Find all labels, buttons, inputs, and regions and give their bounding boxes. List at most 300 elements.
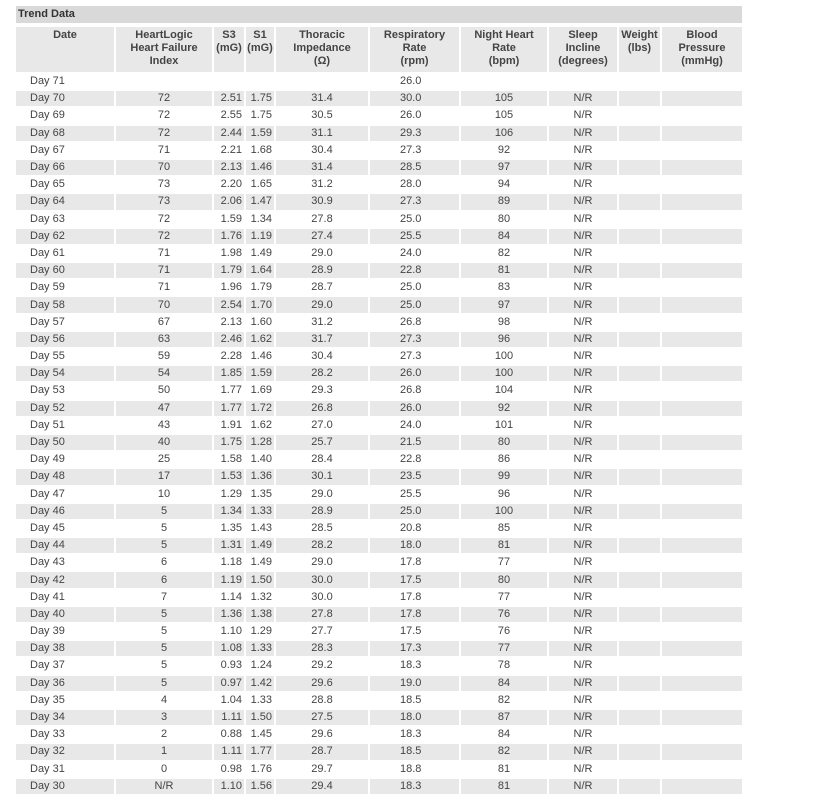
- cell-thoracic-impedance: 29.6: [311, 728, 333, 741]
- cell-respiratory-rate: 18.3: [400, 728, 422, 741]
- cell-sleep-incline: N/R: [549, 401, 617, 416]
- cell-weight: [619, 452, 660, 467]
- cell-date: Day 48: [16, 469, 114, 484]
- cell-date: Day 46: [16, 504, 114, 519]
- cell-night-heart-rate: 87: [461, 710, 547, 725]
- cell-blood-pressure: [662, 676, 742, 691]
- cell-s1: 1.24: [250, 659, 272, 672]
- cell-weight: [619, 555, 660, 570]
- cell-blood-pressure: [662, 366, 742, 381]
- cell-s1: 1.49: [250, 556, 272, 569]
- cell-date: Day 42: [16, 572, 114, 587]
- cell-s1: 1.35: [250, 487, 272, 500]
- cell-thoracic-impedance: 28.2: [276, 538, 368, 553]
- cell-respiratory-rate: 25.0: [400, 281, 422, 294]
- cell-sleep-incline: N/R: [549, 332, 617, 347]
- cell-s3: 1.14: [220, 590, 242, 603]
- cell-respiratory-rate: 27.3: [400, 143, 422, 156]
- cell-sleep-incline: [549, 74, 617, 89]
- cell-date: Day 32: [16, 744, 114, 759]
- cell-respiratory-rate: 18.0: [370, 538, 459, 553]
- cell-s3: 1.34: [214, 504, 244, 519]
- cell-sleep-incline: N/R: [549, 641, 617, 656]
- cell-weight: [619, 779, 660, 794]
- cell-night-heart-rate: 84: [461, 229, 547, 244]
- cell-date: Day 59: [30, 281, 65, 294]
- cell-respiratory-rate: 18.8: [400, 762, 422, 775]
- cell-heart-failure-index: N/R: [116, 779, 212, 794]
- cell-date: Day 49: [30, 453, 65, 466]
- cell-night-heart-rate: 96: [497, 487, 511, 500]
- cell-sleep-incline: N/R: [549, 744, 617, 759]
- cell-s1: 1.60: [250, 315, 272, 328]
- cell-sleep-incline: N/R: [573, 315, 593, 328]
- cell-s3: 1.36: [214, 607, 244, 622]
- cell-s3: 1.53: [214, 469, 244, 484]
- cell-heart-failure-index: 40: [116, 435, 212, 450]
- cell-weight: [619, 315, 660, 330]
- cell-weight: [619, 469, 660, 484]
- cell-s3: 1.04: [220, 693, 242, 706]
- cell-heart-failure-index: 5: [160, 521, 168, 534]
- cell-date: Day 56: [16, 332, 114, 347]
- cell-blood-pressure: [662, 108, 742, 123]
- cell-weight: [619, 229, 660, 244]
- cell-s3: 1.11: [214, 744, 244, 759]
- cell-heart-failure-index: 70: [116, 160, 212, 175]
- cell-s1: 1.33: [246, 641, 274, 656]
- cell-blood-pressure: [662, 572, 742, 587]
- cell-respiratory-rate: 28.5: [370, 160, 459, 175]
- cell-night-heart-rate: 100: [461, 366, 547, 381]
- cell-night-heart-rate: 85: [497, 521, 511, 534]
- cell-respiratory-rate: 30.0: [370, 91, 459, 106]
- cell-s3: 2.44: [214, 126, 244, 141]
- cell-s1: 1.77: [246, 744, 274, 759]
- cell-respiratory-rate: 26.0: [370, 401, 459, 416]
- cell-sleep-incline: N/R: [573, 384, 593, 397]
- table-row: [16, 487, 742, 502]
- table-row: [16, 177, 742, 192]
- cell-date: Day 52: [16, 401, 114, 416]
- cell-s1: 1.29: [250, 625, 272, 638]
- cell-weight: [619, 487, 660, 502]
- cell-thoracic-impedance: 26.8: [276, 401, 368, 416]
- cell-respiratory-rate: 17.8: [370, 607, 459, 622]
- cell-thoracic-impedance: 29.4: [276, 779, 368, 794]
- cell-date: Day 66: [16, 160, 114, 175]
- cell-night-heart-rate: 76: [497, 625, 511, 638]
- cell-weight: [619, 435, 660, 450]
- cell-respiratory-rate: 24.0: [400, 418, 422, 431]
- cell-night-heart-rate: 84: [461, 676, 547, 691]
- cell-respiratory-rate: 24.0: [400, 246, 422, 259]
- cell-s1: 1.50: [246, 710, 274, 725]
- table-row: [16, 658, 742, 673]
- cell-thoracic-impedance: 27.5: [276, 710, 368, 725]
- cell-night-heart-rate: 106: [461, 126, 547, 141]
- cell-thoracic-impedance: 31.1: [276, 126, 368, 141]
- cell-s3: 1.76: [214, 229, 244, 244]
- cell-date: Day 54: [16, 366, 114, 381]
- cell-respiratory-rate: 20.8: [400, 521, 422, 534]
- table-row: [16, 315, 742, 330]
- cell-s3: 1.77: [214, 401, 244, 416]
- cell-s1: 1.49: [246, 538, 274, 553]
- cell-sleep-incline: N/R: [549, 194, 617, 209]
- cell-night-heart-rate: 76: [461, 607, 547, 622]
- cell-thoracic-impedance: 27.4: [276, 229, 368, 244]
- cell-respiratory-rate: 17.5: [400, 625, 422, 638]
- cell-respiratory-rate: 25.0: [400, 212, 422, 225]
- table-row: [16, 676, 742, 691]
- cell-respiratory-rate: 29.3: [370, 126, 459, 141]
- table-row: [16, 693, 742, 708]
- cell-weight: [619, 624, 660, 639]
- cell-blood-pressure: [662, 91, 742, 106]
- table-row: [16, 229, 742, 244]
- table-row: [16, 383, 742, 398]
- cell-thoracic-impedance: 29.2: [311, 659, 333, 672]
- cell-s1: 1.64: [246, 263, 274, 278]
- cell-night-heart-rate: 86: [497, 453, 511, 466]
- cell-weight: [619, 126, 660, 141]
- cell-s3: 1.77: [220, 384, 242, 397]
- cell-heart-failure-index: 63: [116, 332, 212, 347]
- cell-date: Day 71: [30, 75, 65, 88]
- table-row: [16, 349, 742, 364]
- cell-thoracic-impedance: 30.0: [311, 590, 333, 603]
- cell-heart-failure-index: 67: [157, 315, 171, 328]
- cell-thoracic-impedance: 29.7: [311, 762, 333, 775]
- table-row: [16, 762, 742, 777]
- cell-s3: 1.19: [214, 572, 244, 587]
- cell-s1: 1.47: [246, 194, 274, 209]
- cell-heart-failure-index: 71: [116, 263, 212, 278]
- cell-s1: 1.56: [246, 779, 274, 794]
- cell-sleep-incline: N/R: [573, 728, 593, 741]
- cell-date: Day 38: [16, 641, 114, 656]
- cell-night-heart-rate: 92: [497, 143, 511, 156]
- cell-s3: 0.98: [220, 762, 242, 775]
- cell-heart-failure-index: 0: [160, 762, 168, 775]
- cell-s3: 1.18: [220, 556, 242, 569]
- column-header-heart-failure-index: HeartLogic Heart Failure Index: [116, 27, 212, 72]
- cell-sleep-incline: N/R: [573, 350, 593, 363]
- table-row: [16, 624, 742, 639]
- cell-night-heart-rate: 98: [497, 315, 511, 328]
- cell-thoracic-impedance: 30.4: [311, 350, 333, 363]
- cell-blood-pressure: [662, 229, 742, 244]
- cell-sleep-incline: N/R: [549, 676, 617, 691]
- cell-weight: [619, 607, 660, 622]
- cell-weight: [619, 744, 660, 759]
- cell-weight: [619, 727, 660, 742]
- cell-heart-failure-index: 25: [157, 453, 171, 466]
- cell-s1: 1.32: [250, 590, 272, 603]
- cell-heart-failure-index: 5: [116, 504, 212, 519]
- cell-heart-failure-index: 6: [116, 572, 212, 587]
- table-row: [16, 572, 742, 587]
- cell-thoracic-impedance: 28.5: [311, 521, 333, 534]
- cell-blood-pressure: [662, 469, 742, 484]
- cell-s3: 1.85: [214, 366, 244, 381]
- cell-respiratory-rate: 26.0: [400, 75, 422, 88]
- cell-respiratory-rate: 17.8: [400, 556, 422, 569]
- cell-s3: 1.11: [214, 710, 244, 725]
- cell-thoracic-impedance: 29.6: [276, 676, 368, 691]
- cell-night-heart-rate: 80: [461, 435, 547, 450]
- cell-thoracic-impedance: 29.0: [311, 556, 333, 569]
- table-row: [16, 555, 742, 570]
- cell-date: Day 30: [16, 779, 114, 794]
- cell-respiratory-rate: 19.0: [370, 676, 459, 691]
- cell-sleep-incline: N/R: [573, 281, 593, 294]
- cell-sleep-incline: N/R: [573, 625, 593, 638]
- cell-blood-pressure: [662, 607, 742, 622]
- cell-s3: 1.29: [220, 487, 242, 500]
- cell-night-heart-rate: 82: [497, 246, 511, 259]
- cell-weight: [619, 280, 660, 295]
- cell-blood-pressure: [662, 744, 742, 759]
- cell-date: Day 33: [30, 728, 65, 741]
- cell-sleep-incline: N/R: [573, 693, 593, 706]
- cell-s1: 1.62: [246, 332, 274, 347]
- cell-respiratory-rate: 25.5: [400, 487, 422, 500]
- cell-thoracic-impedance: 28.9: [276, 263, 368, 278]
- cell-weight: [619, 108, 660, 123]
- cell-date: Day 34: [16, 710, 114, 725]
- cell-heart-failure-index: 5: [160, 659, 168, 672]
- cell-blood-pressure: [662, 143, 742, 158]
- table-row: [16, 538, 742, 553]
- cell-s1: 1.62: [250, 418, 272, 431]
- cell-date: Day 55: [30, 350, 65, 363]
- cell-s3: 2.46: [214, 332, 244, 347]
- cell-s1: 1.33: [250, 693, 272, 706]
- cell-s3: 0.93: [220, 659, 242, 672]
- cell-sleep-incline: N/R: [573, 246, 593, 259]
- cell-night-heart-rate: 82: [497, 693, 511, 706]
- table-row: [16, 160, 742, 175]
- column-header-blood-pressure: Blood Pressure (mmHg): [662, 27, 742, 72]
- cell-weight: [619, 658, 660, 673]
- cell-sleep-incline: N/R: [573, 556, 593, 569]
- cell-blood-pressure: [662, 315, 742, 330]
- table-row: [16, 727, 742, 742]
- cell-thoracic-impedance: 30.5: [311, 109, 333, 122]
- column-header-night-heart-rate: Night Heart Rate (bpm): [461, 27, 547, 72]
- cell-sleep-incline: N/R: [549, 572, 617, 587]
- cell-weight: [619, 538, 660, 553]
- cell-thoracic-impedance: 28.8: [311, 693, 333, 706]
- cell-thoracic-impedance: 30.9: [276, 194, 368, 209]
- cell-weight: [619, 383, 660, 398]
- cell-s1: [246, 74, 274, 89]
- cell-weight: [619, 710, 660, 725]
- cell-sleep-incline: N/R: [573, 590, 593, 603]
- cell-s3: 1.10: [220, 625, 242, 638]
- cell-thoracic-impedance: 27.8: [311, 212, 333, 225]
- cell-weight: [619, 74, 660, 89]
- cell-blood-pressure: [662, 194, 742, 209]
- cell-date: Day 43: [30, 556, 65, 569]
- cell-night-heart-rate: 97: [461, 297, 547, 312]
- table-row: [16, 469, 742, 484]
- cell-weight: [619, 194, 660, 209]
- cell-respiratory-rate: 25.0: [370, 297, 459, 312]
- trend-data-table: [14, 25, 744, 796]
- cell-date: Day 45: [30, 521, 65, 534]
- cell-night-heart-rate: 96: [461, 332, 547, 347]
- cell-thoracic-impedance: 31.2: [311, 178, 333, 191]
- cell-blood-pressure: [662, 383, 742, 398]
- cell-respiratory-rate: 22.8: [370, 263, 459, 278]
- cell-thoracic-impedance: 31.7: [276, 332, 368, 347]
- cell-night-heart-rate: 92: [461, 401, 547, 416]
- cell-blood-pressure: [662, 177, 742, 192]
- cell-sleep-incline: N/R: [573, 109, 593, 122]
- cell-date: Day 57: [30, 315, 65, 328]
- cell-s3: 0.97: [214, 676, 244, 691]
- cell-s1: 1.76: [250, 762, 272, 775]
- cell-thoracic-impedance: 25.7: [276, 435, 368, 450]
- cell-weight: [619, 177, 660, 192]
- table-row: [16, 108, 742, 123]
- cell-s1: 1.40: [250, 453, 272, 466]
- cell-date: Day 35: [30, 693, 65, 706]
- cell-blood-pressure: [662, 401, 742, 416]
- cell-s1: 1.46: [250, 350, 272, 363]
- cell-heart-failure-index: 43: [157, 418, 171, 431]
- cell-date: Day 65: [30, 178, 65, 191]
- cell-weight: [619, 676, 660, 691]
- cell-blood-pressure: [662, 710, 742, 725]
- cell-thoracic-impedance: 29.0: [276, 297, 368, 312]
- cell-date: Day 68: [16, 126, 114, 141]
- table-row: [16, 744, 742, 759]
- cell-respiratory-rate: 17.8: [400, 590, 422, 603]
- table-row: [16, 212, 742, 227]
- cell-respiratory-rate: 28.0: [400, 178, 422, 191]
- cell-weight: [619, 693, 660, 708]
- cell-night-heart-rate: 77: [497, 556, 511, 569]
- cell-s1: 1.43: [250, 521, 272, 534]
- cell-thoracic-impedance: 31.4: [276, 91, 368, 106]
- cell-blood-pressure: [662, 74, 742, 89]
- cell-heart-failure-index: 5: [116, 676, 212, 691]
- cell-s1: 1.38: [246, 607, 274, 622]
- cell-night-heart-rate: 77: [497, 590, 511, 603]
- cell-blood-pressure: [662, 555, 742, 570]
- cell-sleep-incline: N/R: [549, 91, 617, 106]
- cell-sleep-incline: N/R: [549, 126, 617, 141]
- cell-night-heart-rate: 104: [494, 384, 514, 397]
- cell-thoracic-impedance: [276, 74, 368, 89]
- cell-s3: 1.75: [214, 435, 244, 450]
- cell-heart-failure-index: 50: [157, 384, 171, 397]
- cell-blood-pressure: [662, 263, 742, 278]
- cell-s1: 1.28: [246, 435, 274, 450]
- cell-weight: [619, 418, 660, 433]
- cell-s1: 1.59: [246, 366, 274, 381]
- table-row: [16, 194, 742, 209]
- table-row: [16, 504, 742, 519]
- cell-s3: 1.91: [220, 418, 242, 431]
- cell-respiratory-rate: 17.3: [370, 641, 459, 656]
- cell-thoracic-impedance: 28.4: [311, 453, 333, 466]
- cell-respiratory-rate: 26.8: [400, 315, 422, 328]
- cell-night-heart-rate: 84: [497, 728, 511, 741]
- cell-weight: [619, 246, 660, 261]
- cell-s3: 1.96: [220, 281, 242, 294]
- column-header-weight: Weight (lbs): [619, 27, 660, 72]
- cell-sleep-incline: N/R: [549, 263, 617, 278]
- cell-blood-pressure: [662, 418, 742, 433]
- table-header-row: [16, 27, 742, 72]
- table-row: [16, 641, 742, 656]
- cell-s3: [214, 74, 244, 89]
- cell-blood-pressure: [662, 280, 742, 295]
- table-row: [16, 521, 742, 536]
- cell-blood-pressure: [662, 349, 742, 364]
- cell-heart-failure-index: 71: [157, 281, 171, 294]
- cell-weight: [619, 762, 660, 777]
- cell-heart-failure-index: 2: [160, 728, 168, 741]
- cell-respiratory-rate: 18.3: [370, 779, 459, 794]
- cell-s3: 1.98: [220, 246, 242, 259]
- cell-heart-failure-index: 73: [116, 194, 212, 209]
- cell-weight: [619, 332, 660, 347]
- column-header-sleep-incline: Sleep Incline (degrees): [549, 27, 617, 72]
- cell-respiratory-rate: 26.8: [400, 384, 422, 397]
- cell-thoracic-impedance: 27.7: [311, 625, 333, 638]
- cell-sleep-incline: N/R: [549, 366, 617, 381]
- cell-heart-failure-index: 3: [116, 710, 212, 725]
- cell-date: Day 63: [30, 212, 65, 225]
- cell-heart-failure-index: 70: [116, 297, 212, 312]
- cell-weight: [619, 160, 660, 175]
- cell-weight: [619, 366, 660, 381]
- cell-heart-failure-index: 72: [157, 212, 171, 225]
- cell-sleep-incline: N/R: [573, 178, 593, 191]
- cell-s1: 1.65: [250, 178, 272, 191]
- cell-s1: 1.72: [246, 401, 274, 416]
- cell-weight: [619, 504, 660, 519]
- cell-respiratory-rate: 17.5: [370, 572, 459, 587]
- cell-thoracic-impedance: 29.0: [311, 246, 333, 259]
- cell-thoracic-impedance: 30.0: [276, 572, 368, 587]
- cell-s3: 2.20: [220, 178, 242, 191]
- cell-respiratory-rate: 26.0: [370, 366, 459, 381]
- cell-respiratory-rate: 26.0: [400, 109, 422, 122]
- cell-respiratory-rate: 27.3: [370, 332, 459, 347]
- column-header-thoracic-impedance: Thoracic Impedance (Ω): [276, 27, 368, 72]
- cell-s1: 1.45: [250, 728, 272, 741]
- cell-s3: 2.55: [220, 109, 242, 122]
- cell-sleep-incline: N/R: [573, 487, 593, 500]
- table-row: [16, 418, 742, 433]
- cell-heart-failure-index: 73: [157, 178, 171, 191]
- table-row: [16, 280, 742, 295]
- cell-s1: 1.59: [246, 126, 274, 141]
- cell-sleep-incline: N/R: [573, 762, 593, 775]
- trend-data-title: Trend Data: [16, 6, 742, 23]
- cell-sleep-incline: N/R: [573, 453, 593, 466]
- cell-heart-failure-index: 71: [157, 246, 171, 259]
- cell-night-heart-rate: 94: [497, 178, 511, 191]
- cell-date: Day 69: [30, 109, 65, 122]
